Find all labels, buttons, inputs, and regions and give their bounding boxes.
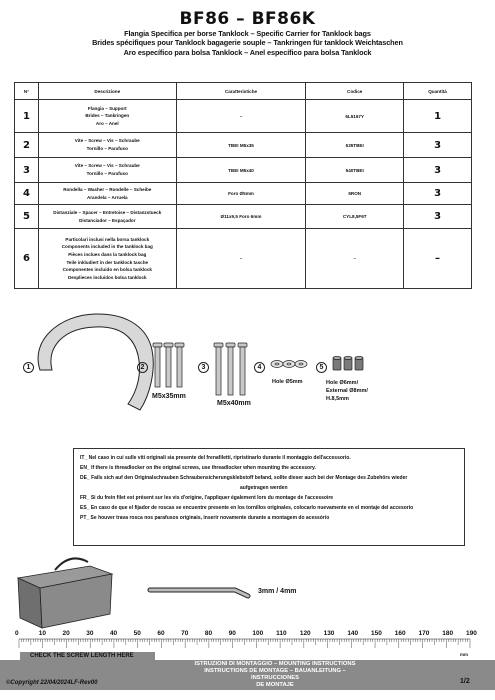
desc-line: Desplieces incluidos bolsa tanklock <box>67 274 147 280</box>
hex-key-drawing <box>150 590 248 596</box>
col-header-number: N° <box>15 83 39 100</box>
desc-line: Brides – Tankringen <box>85 113 130 119</box>
washer-label: Hole Ø5mm <box>272 379 303 385</box>
page-number: 1/2 <box>460 678 470 685</box>
ruler-tick-label: 60 <box>157 630 165 637</box>
col-header-description: Descrizione <box>38 83 176 100</box>
row-spec: TBEI M5x40 <box>176 158 306 183</box>
note-line: ES_ En caso de que el fijador de roscas se encuentre presente en los tornillos originales, colocarlo nuevamente en el montaje del accesorio <box>80 505 414 511</box>
row-number: 4 <box>15 183 39 205</box>
row-spec: – <box>176 100 306 133</box>
ruler-tick-label: 180 <box>442 630 454 637</box>
table-row <box>15 100 472 133</box>
tools-illustration <box>0 548 495 630</box>
hex-key-size-label: 3mm / 4mm <box>258 588 297 595</box>
row-quantity: 3 <box>404 133 472 158</box>
ruler-tick-label: 170 <box>418 630 430 637</box>
subtitle-line-3: Aro específico para bolsa Tanklock – Anel específico para bolsa Tanklock <box>123 47 372 57</box>
row-description <box>38 205 176 229</box>
ruler-tick-label: 50 <box>133 630 141 637</box>
desc-line: Distanziale – Spacer – Entretoise – Distanzstueck <box>53 209 162 215</box>
row-number: 3 <box>15 158 39 183</box>
ruler-tick-label: 140 <box>347 630 359 637</box>
row-number: 2 <box>15 133 39 158</box>
desc-line: Vite – Screw – Vis – Schraube <box>74 138 140 144</box>
screw-m5x35-label: M5x35mm <box>152 393 186 400</box>
footer-copyright: ©Copyright 22/04/2024LF-Rev00 <box>6 680 98 686</box>
row-spec: TBEI M5x35 <box>176 133 306 158</box>
row-quantity: 3 <box>404 183 472 205</box>
washers-drawing <box>271 361 307 368</box>
part-callout-4: 4 <box>254 362 265 373</box>
table-row <box>15 229 472 289</box>
subtitle-line-2: Brides spécifiques pour Tanklock bagagerie souple – Tankringen für tanklock Weichtaschen <box>92 38 403 48</box>
row-quantity: 3 <box>404 205 472 229</box>
ruler-tick-labels <box>0 630 495 640</box>
ruler-caption: CHECK THE SCREW LENGTH HERE <box>30 653 134 659</box>
ruler-tick-label: 120 <box>299 630 311 637</box>
subtitle-line-1: Flangia Specifica per borse Tanklock – Specific Carrier for Tanklock bags <box>124 29 371 38</box>
row-number: 5 <box>15 205 39 229</box>
col-header-characteristics: Caratteristiche <box>176 83 306 100</box>
desc-line: Flangia – Support <box>87 105 127 111</box>
desc-line: Tornillo – Parafuso <box>86 146 128 151</box>
threadlocker-note-box <box>73 448 465 546</box>
note-line: IT_ Nel caso in cui sulle viti originali sia presente del frenafiletti, ripristinarlo durante il montaggio dell'accessorio. <box>80 455 351 461</box>
desc-line: Distanciador – Espaçador <box>79 217 136 223</box>
spacer-label-line: Hole Ø6mm/ <box>326 380 359 386</box>
desc-line: Aro – Anel <box>95 120 119 126</box>
row-code: CYL8,5F6T <box>306 205 404 229</box>
table-row <box>15 205 472 229</box>
desc-line: Particolari inclusi nella borsa tanklock <box>65 236 150 242</box>
table-row <box>15 133 472 158</box>
part-callout-5: 5 <box>316 362 327 373</box>
ruler-tick-label: 70 <box>181 630 189 637</box>
col-header-quantity: Quantità <box>404 83 472 100</box>
spacer-label-line: External Ø8mm/ <box>326 388 368 394</box>
col-header-code: Codice <box>306 83 404 100</box>
row-quantity: 1 <box>404 100 472 133</box>
row-code: 540TBEI <box>306 158 404 183</box>
note-line: aufgetragen werden <box>240 485 288 491</box>
footer-instructions-line: INSTRUCTIONS DE MONTAGE – BAUANLEITUNG – INSTRUCCIONES <box>204 668 346 681</box>
row-description <box>38 158 176 183</box>
desc-line: Pièces inclues dans la tanklock bag <box>68 251 147 257</box>
row-spec: – <box>176 229 306 289</box>
row-quantity: – <box>404 229 472 289</box>
spacer-label-line: H.8,5mm <box>326 396 349 402</box>
note-line: FR_ Si du frein filet est présent sur les vis d'origine, l'appliquer également lors du montage de l'accessoire <box>80 495 334 501</box>
parts-illustration <box>0 300 495 440</box>
footer-instructions-line: ISTRUZIONI DI MONTAGGIO – MOUNTING INSTRUCTIONS <box>194 661 356 667</box>
ruler-tick-label: 100 <box>252 630 264 637</box>
ruler-tick-label: 130 <box>323 630 335 637</box>
screw-m5x40-label: M5x40mm <box>217 400 251 407</box>
table-row <box>15 158 472 183</box>
row-code: 6L5167Y <box>306 100 404 133</box>
part-callout-1: 1 <box>23 362 34 373</box>
desc-line: Arandela – Arruela <box>86 194 128 200</box>
ruler-tick-label: 10 <box>38 630 46 637</box>
row-code: 535TBEI <box>306 133 404 158</box>
footer-instructions <box>180 661 370 689</box>
note-line: DE_ Falls sich auf den Originalschrauben Schraubensicherungsklebstoff befand, sollte dieser auch bei der Montage des Zubehörs wieder <box>80 475 408 481</box>
flange-ring-drawing <box>38 314 153 410</box>
ruler-tick-label: 40 <box>109 630 118 637</box>
row-description <box>38 183 176 205</box>
row-description <box>38 100 176 133</box>
note-line: PT_ Se houver trava rosca nos parafusos originais, inserir novamente durante a montagem do acessório <box>80 515 330 521</box>
ruler-tick-label: 30 <box>86 630 94 637</box>
ruler-tick-label: 110 <box>276 630 287 637</box>
desc-line: Tornillo – Parafuso <box>86 171 128 176</box>
part-callout-2: 2 <box>137 362 148 373</box>
ruler-tick-label: 90 <box>228 630 236 637</box>
parts-table <box>14 82 472 289</box>
table-row <box>15 183 472 205</box>
ruler-tick-label: 20 <box>62 630 70 637</box>
screw-m5x35-drawing <box>153 343 184 387</box>
row-description <box>38 229 176 289</box>
row-number: 1 <box>15 100 39 133</box>
row-quantity: 3 <box>404 158 472 183</box>
spacers-drawing <box>333 357 363 371</box>
ruler-tick-label: 160 <box>394 630 406 637</box>
footer-instructions-line: DE MONTAJE <box>256 682 294 688</box>
row-code: – <box>306 229 404 289</box>
row-code: 5RON <box>306 183 404 205</box>
ruler-tick-label: 190 <box>466 630 477 637</box>
ruler-tick-label: 150 <box>371 630 382 637</box>
document-title: BF86 – BF86K <box>179 9 316 29</box>
toolbox-drawing <box>18 558 112 628</box>
note-line: EN_ If there is threadlocker on the original screws, use threadlocker when mounting the accessory. <box>80 465 316 471</box>
row-spec: Foro Ø5mm <box>176 183 306 205</box>
row-number: 6 <box>15 229 39 289</box>
ruler-unit: mm <box>460 652 469 657</box>
row-spec: Ø11x9,5 Foro 6mm <box>176 205 306 229</box>
desc-line: Componentes incluido en bolsa tanklock <box>62 267 152 273</box>
desc-line: Rondella – Washer – Rondelle – Scheibe <box>63 186 152 192</box>
spacer-label <box>326 379 368 403</box>
part-callout-3: 3 <box>198 362 209 373</box>
row-description <box>38 133 176 158</box>
ruler-tick-label: 0 <box>15 630 19 637</box>
ruler-tick-label: 80 <box>204 630 213 637</box>
screw-m5x40-drawing <box>214 343 247 395</box>
desc-line: Teile inkludiert in der tanklock tasche <box>66 259 149 265</box>
desc-line: Vite – Screw – Vis – Schraube <box>74 163 140 169</box>
desc-line: Components included in the tanklock bag <box>61 244 153 250</box>
header <box>0 10 495 57</box>
table-header-row <box>15 83 472 100</box>
